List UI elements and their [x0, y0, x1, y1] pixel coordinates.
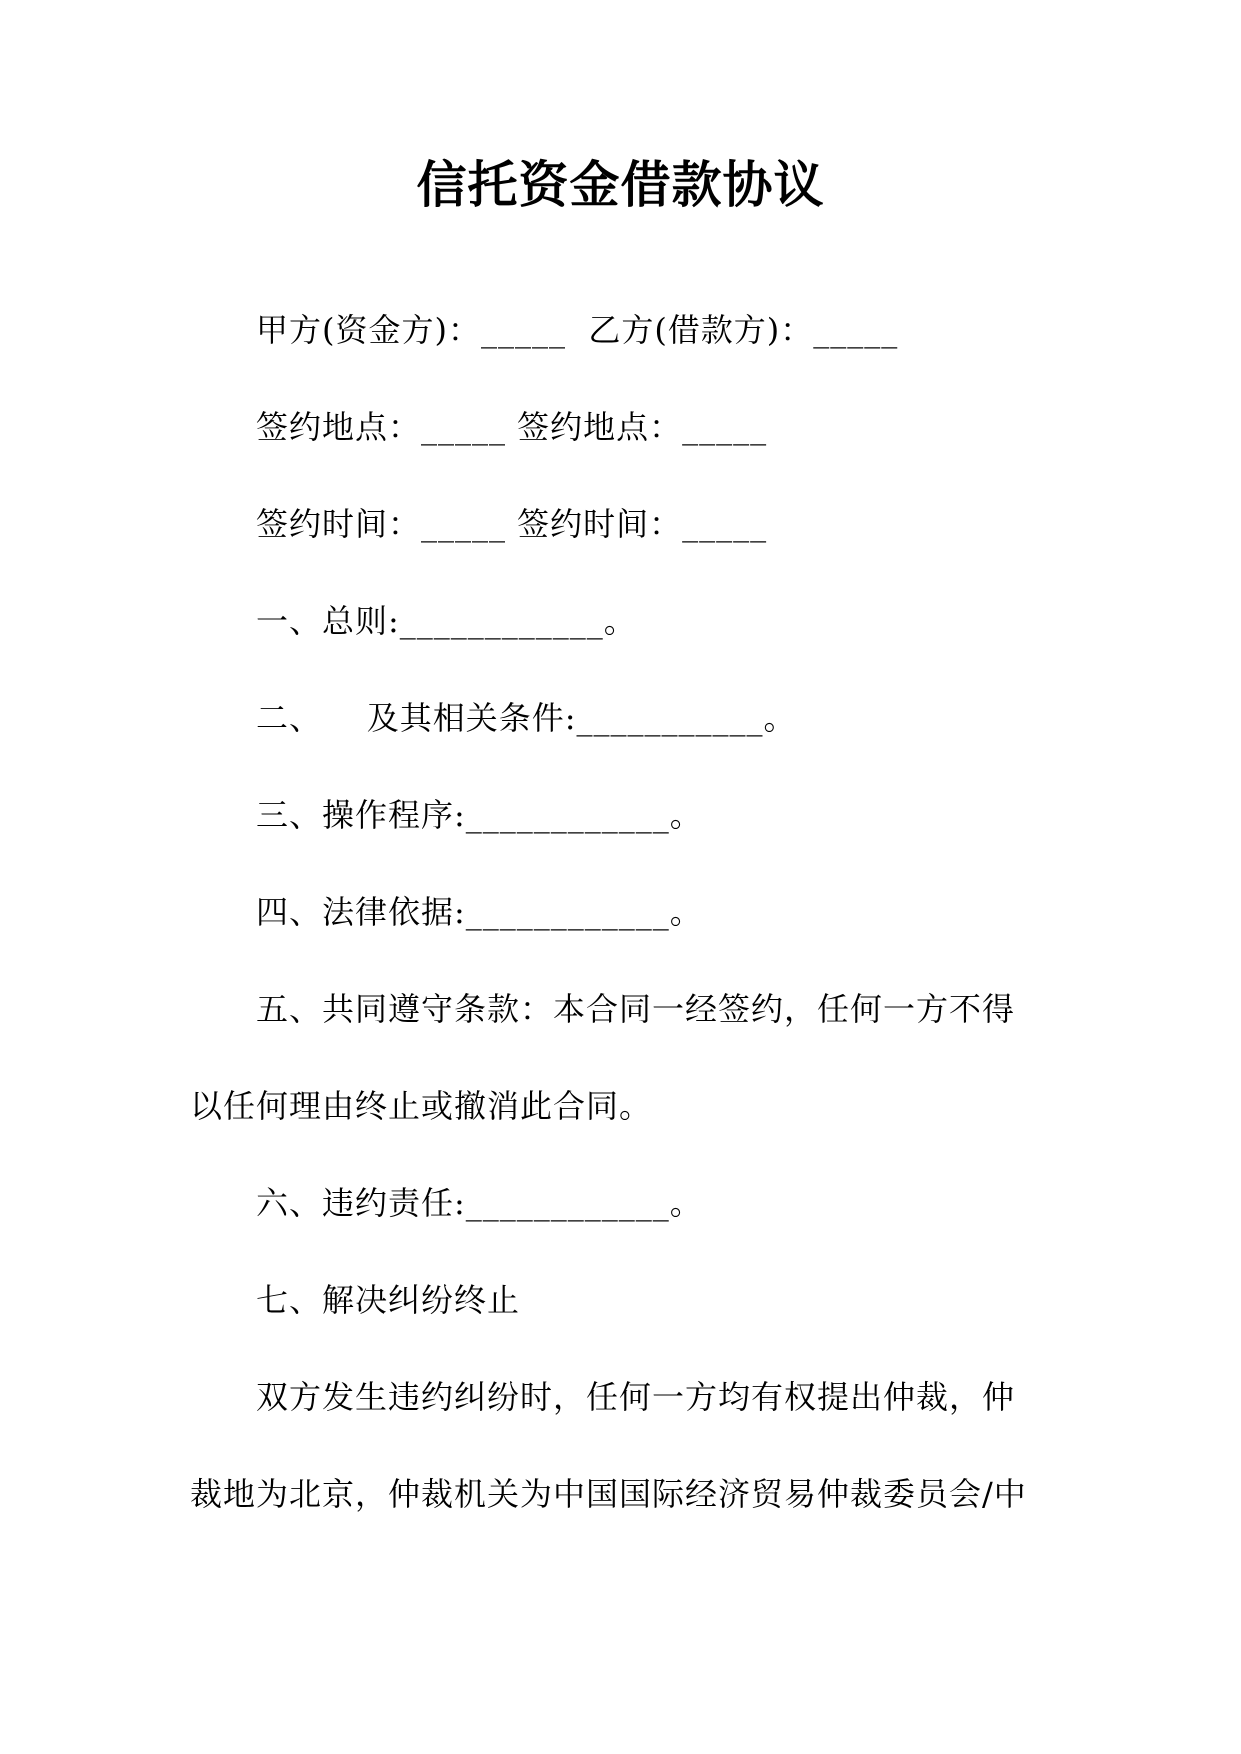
clause-legal-basis: 四、法律依据:____________。 — [256, 893, 703, 931]
clause-dispute-heading: 七、解决纠纷终止 — [256, 1281, 521, 1319]
clause-procedure: 三、操作程序:____________。 — [256, 796, 703, 834]
clause-liability: 六、违约责任:____________。 — [256, 1184, 703, 1222]
party-line: 甲方(资金方)：_____ 乙方(借款方)：_____ — [256, 311, 899, 349]
clause-dispute-text-cont: 裁地为北京，仲裁机关为中国国际经济贸易仲裁委员会/中 — [190, 1475, 1027, 1513]
signing-place-line: 签约地点：_____ 签约地点：_____ — [256, 408, 768, 446]
clause-common-terms-cont: 以任何理由终止或撤消此合同。 — [190, 1087, 653, 1125]
document-title: 信托资金借款协议 — [416, 156, 825, 214]
clause-dispute-text: 双方发生违约纠纷时，任何一方均有权提出仲裁，仲 — [256, 1378, 1016, 1416]
clause-common-terms: 五、共同遵守条款：本合同一经签约，任何一方不得 — [256, 990, 1016, 1028]
clause-conditions: 二、 及其相关条件:___________。 — [256, 699, 797, 737]
clause-general: 一、总则:____________。 — [256, 602, 637, 640]
signing-time-line: 签约时间：_____ 签约时间：_____ — [256, 505, 768, 543]
